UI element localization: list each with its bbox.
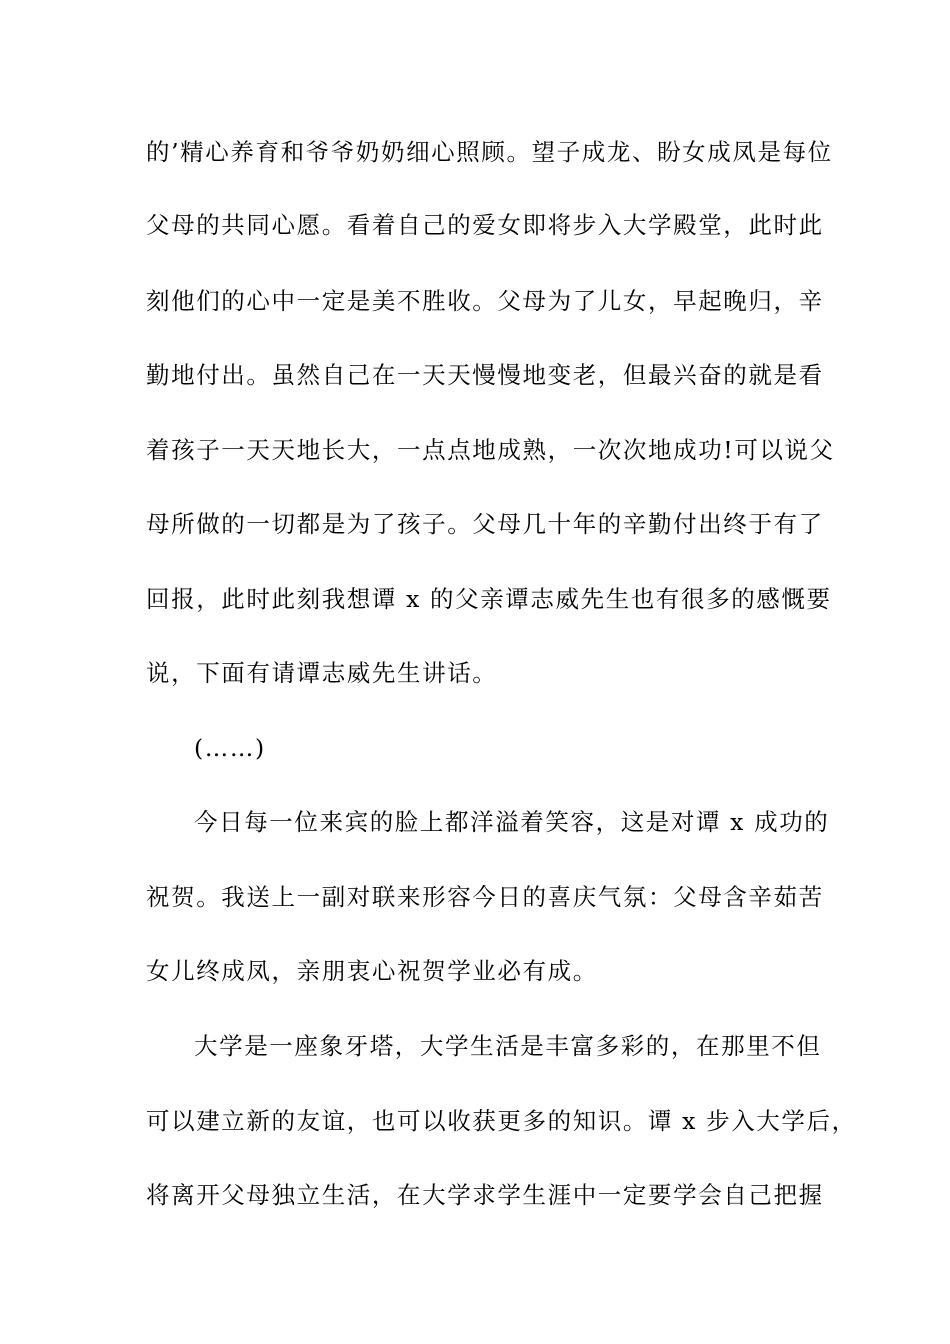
text-line: 将离开父母独立生活，在大学求学生涯中一定要学会自己把握: [146, 1181, 824, 1209]
text-line: 着孩子一天天地长大，一点点地成熟，一次次地成功!可以说父: [146, 436, 835, 464]
text-line: 父母的共同心愿。看着自己的爱女即将步入大学殿堂，此时此: [146, 211, 824, 239]
text-line: 女儿终成凤，亲朋衷心祝贺学业必有成。: [146, 957, 598, 985]
text-line: 刻他们的心中一定是美不胜收。父母为了儿女，早起晚归，辛: [146, 287, 824, 315]
text-line: 回报，此时此刻我想谭 x 的父亲谭志威先生也有很多的感慨要: [146, 585, 832, 613]
text-line: 大学是一座象牙塔，大学生活是丰富多彩的，在那里不但: [194, 1032, 822, 1060]
text-line: 可以建立新的友谊，也可以收获更多的知识。谭 x 步入大学后，: [146, 1107, 857, 1135]
text-line: 今日每一位来宾的脸上都洋溢着笑容，这是对谭 x 成功的: [194, 808, 830, 836]
text-line: 母所做的一切都是为了孩子。父母几十年的辛勤付出终于有了: [146, 510, 824, 538]
text-line: 祝贺。我送上一副对联来形容今日的喜庆气氛：父母含辛茹苦: [146, 883, 824, 911]
text-line: 勤地付出。虽然自己在一天天慢慢地变老，但最兴奋的就是看: [146, 361, 824, 389]
text-line: 的’精心养育和爷爷奶奶细心照顾。望子成龙、盼女成凤是每位: [146, 138, 833, 166]
text-line: (……): [194, 734, 266, 762]
text-line: 说，下面有请谭志威先生讲话。: [146, 659, 498, 687]
